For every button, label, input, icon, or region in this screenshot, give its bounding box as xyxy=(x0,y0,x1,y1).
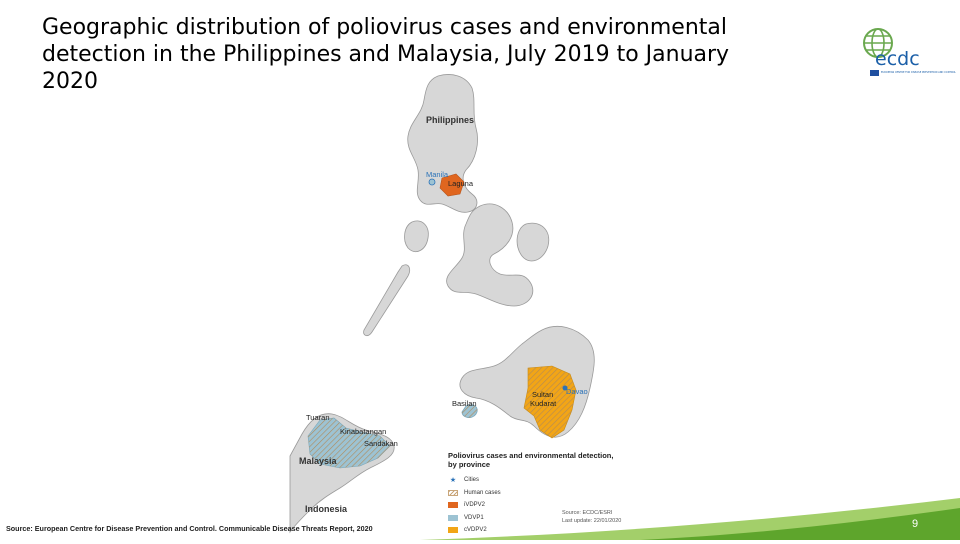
logo-wordmark: ecdc xyxy=(875,48,920,70)
sandakan-label: Sandakan xyxy=(364,439,398,448)
city-star-icon: ★ xyxy=(449,476,457,485)
eu-flag-icon xyxy=(870,70,879,76)
legend-title-line-1: Poliovirus cases and environmental detection, xyxy=(448,451,614,460)
map-source-line-2: Last update: 22/01/2020 xyxy=(562,518,622,524)
legend-item-cities xyxy=(448,474,628,487)
map-source-line-1: Source: ECDC/ESRI xyxy=(562,510,613,516)
malaysia-label: Malaysia xyxy=(299,456,337,466)
logo-tagline: EUROPEAN CENTRE FOR DISEASE PREVENTION AND CONTROL xyxy=(881,71,956,74)
legend-label-cities: Cities xyxy=(464,477,480,484)
ecdc-logo xyxy=(858,27,956,85)
manila-label: Manila xyxy=(426,170,449,179)
mindanao-island xyxy=(460,326,594,437)
samar-island xyxy=(517,223,549,261)
page-number: 9 xyxy=(912,518,919,530)
legend-label-cvdpv2: cVDPV2 xyxy=(464,527,487,534)
indonesia-label: Indonesia xyxy=(305,504,348,514)
luzon-island xyxy=(408,75,478,213)
slide-title-line-2: detection in the Philippines and Malaysia, July 2019 to January xyxy=(42,42,730,67)
legend-label-human-cases: Human cases xyxy=(464,489,501,496)
tuaran-label: Tuaran xyxy=(306,413,330,422)
legend-label-vdvp1: VDVP1 xyxy=(464,514,484,521)
slide-title-line-1: Geographic distribution of poliovirus cases and environmental xyxy=(42,15,728,40)
palawan-island xyxy=(364,265,410,336)
basilan-label: Basilan xyxy=(452,399,477,408)
source-citation: Source: European Centre for Disease Prevention and Control. Communicable Disease Threats Report, 2020 xyxy=(6,524,373,533)
legend-label-ivdpv2: iVDPV2 xyxy=(464,502,486,509)
manila-marker xyxy=(429,179,435,185)
legend-title xyxy=(448,451,628,469)
sultan-label: Sultan xyxy=(532,390,554,399)
philippines-label: Philippines xyxy=(426,115,475,125)
visayas-islands xyxy=(447,204,533,306)
kinabatangan-label: Kinabatangan xyxy=(340,427,387,436)
slide-title-line-3: 2020 xyxy=(42,69,98,94)
laguna-label: Laguna xyxy=(448,179,474,188)
ecdc-logo-icon xyxy=(858,27,956,85)
davao-label: Davao xyxy=(566,387,588,396)
legend-title-line-2: by province xyxy=(448,460,491,469)
kudarat-label: Kudarat xyxy=(530,399,557,408)
mindoro-island xyxy=(405,221,429,252)
